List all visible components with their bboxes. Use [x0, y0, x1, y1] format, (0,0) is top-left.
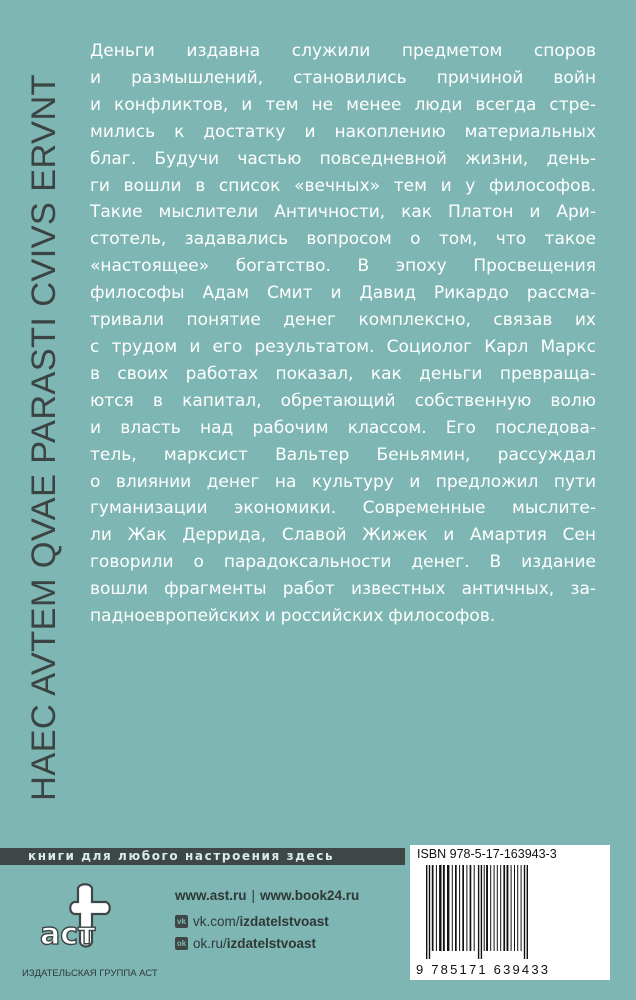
barcode-bar: [527, 865, 528, 959]
ok-handle: izdatelstvoast: [226, 935, 317, 951]
barcode-bar: [521, 865, 522, 951]
barcode-bar: [459, 865, 460, 951]
blurb-line: стотель, задавались вопросом о том, что такое: [90, 229, 596, 250]
barcode-bar: [511, 865, 512, 951]
barcode-bar: [474, 865, 475, 951]
barcode-bar: [486, 865, 488, 951]
blurb-line: тель, марксист Вальтер Беньямин, рассуждал: [90, 444, 596, 465]
blurb-line: мились к достатку и накоплению материальных: [90, 121, 596, 142]
blurb-line: и конфликтов, и тем не менее люди всегда стре-: [90, 94, 596, 115]
tagline-bar: книги для любого настроения здесь: [0, 848, 405, 865]
barcode-bar: [455, 865, 457, 951]
vk-handle: izdatelstvoast: [239, 913, 329, 929]
ok-row[interactable]: [175, 932, 359, 954]
barcode-bar: [462, 865, 464, 951]
barcode-icon: [416, 865, 604, 961]
barcode-bar: [466, 865, 467, 951]
vk-row[interactable]: [175, 910, 359, 932]
website-row: [175, 884, 359, 906]
barcode-bar: [514, 865, 515, 951]
barcode-bar: [517, 865, 518, 951]
website-ast-link[interactable]: www.ast.ru: [175, 887, 247, 903]
blurb-line: благ. Будучи частью повседневной жизни, день-: [90, 148, 596, 169]
barcode-bar: [507, 865, 509, 951]
barcode-bar: [478, 865, 479, 959]
blurb-line: Такие мыслители Античности, как Платон и Ари-: [90, 202, 596, 223]
publisher-links: [175, 884, 359, 954]
barcode-bar: [452, 865, 453, 951]
barcode-bar: [490, 865, 491, 951]
blurb-line: ются в капитал, обретающий собственную волю: [90, 390, 596, 411]
barcode-bar: [484, 865, 485, 951]
website-book24-link[interactable]: www.book24.ru: [260, 887, 360, 903]
blurb-line: и размышлений, становились причиной войн: [90, 67, 596, 88]
publisher-name: ИЗДАТЕЛЬСКАЯ ГРУППА АСТ: [22, 968, 158, 979]
blurb-line: тривали понятие денег комплексно, связав их: [90, 310, 596, 331]
spine-motto-text: HAEC AVTEM QVAE PARASTI CVIVS ERVNT: [24, 73, 63, 801]
vk-prefix: vk.com/: [193, 913, 240, 929]
isbn-barcode-box: [410, 845, 610, 980]
barcode-bar: [443, 865, 445, 951]
spine-motto: [14, 42, 74, 832]
ast-logo-icon: [34, 880, 124, 958]
barcode-bar: [494, 865, 495, 951]
blurb-line: говорили о парадоксальности денег. В издание: [90, 552, 596, 573]
barcode-bar: [429, 865, 430, 959]
blurb-line: вошли фрагменты работ известных античных, за-: [90, 579, 596, 600]
barcode-bar: [436, 865, 437, 951]
link-separator: |: [251, 887, 256, 903]
barcode-digits: 9 785171 639433: [416, 962, 551, 977]
barcode-bar: [447, 865, 449, 951]
blurb-line: гуманизации экономики. Современные мыслите-: [90, 498, 596, 519]
blurb-line: ли Жак Деррида, Славой Жижек и Амартия Сен: [90, 525, 596, 546]
logo-lettering: аст: [40, 917, 96, 952]
blurb-line: философы Адам Смит и Давид Рикардо рассма-: [90, 283, 596, 304]
barcode-bar: [497, 865, 498, 951]
back-cover-blurb: [90, 38, 596, 630]
vk-icon: vk: [175, 915, 188, 928]
blurb-line: «настоящее» богатство. В эпоху Просвещения: [90, 256, 596, 277]
blurb-line: в своих работах показал, как деньги превраща-: [90, 363, 596, 384]
blurb-line: с трудом и его результатом. Социолог Карл Маркс: [90, 336, 596, 357]
ok-icon: ok: [176, 938, 187, 948]
barcode-bar: [432, 865, 434, 951]
blurb-line: о влиянии денег на культуру и предложил пути: [90, 471, 596, 492]
barcode-bar: [470, 865, 472, 951]
blurb-line: Деньги издавна служили предметом споров: [90, 41, 596, 61]
isbn-label: ISBN 978-5-17-163943-3: [417, 847, 557, 861]
barcode-bar: [500, 865, 501, 951]
barcode-bar: [481, 865, 482, 959]
barcode-bar: [426, 865, 427, 959]
barcode-bar: [524, 865, 525, 959]
blurb-line: падноевропейских и российских философов.: [90, 606, 496, 627]
barcode-bar: [439, 865, 441, 951]
ok-prefix: ok.ru/: [193, 935, 227, 951]
blurb-line: ги вошли в список «вечных» тем и у философов.: [90, 175, 596, 196]
blurb-line: и власть над рабочим классом. Его последова-: [90, 417, 596, 438]
barcode-bar: [503, 865, 505, 951]
